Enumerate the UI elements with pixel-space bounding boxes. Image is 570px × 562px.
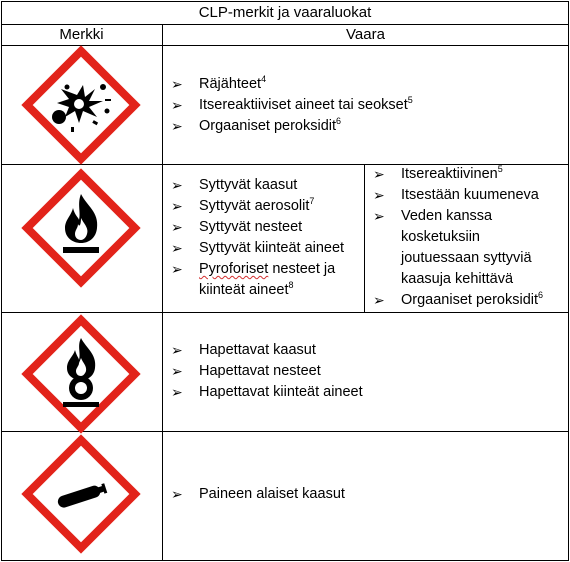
footnote-ref: 8 (288, 280, 294, 291)
list-item (171, 382, 561, 403)
column-divider-inner (364, 164, 365, 312)
list-item (171, 217, 361, 238)
hazard-text: Paineen alaiset kaasut (199, 486, 345, 502)
header-hazard: Vaara (346, 26, 385, 43)
hazard-text: Räjähteet (199, 76, 262, 92)
table-border-right (568, 1, 569, 561)
hazard-list-oxidising (171, 340, 561, 403)
list-item (171, 361, 561, 382)
list-item (171, 238, 361, 259)
table-border-left (1, 1, 2, 561)
hazard-text: Hapettavat kiinteät aineet (199, 384, 363, 400)
hazard-list-explosive (171, 74, 561, 137)
hazard-list-flammable-right (373, 164, 568, 311)
hazard-text: Itsereaktiiviset aineet tai seokset (199, 97, 408, 113)
hazard-text: kaasuja kehittävä (401, 271, 514, 287)
hazard-text: Hapettavat kaasut (199, 342, 316, 358)
bullet-arrow-icon: ➢ (171, 177, 183, 193)
hazard-text: nesteet ja (268, 261, 336, 277)
list-item (171, 116, 561, 137)
hazard-text: kiinteät aineet (199, 282, 289, 298)
hazard-text: Veden kanssa (401, 208, 493, 224)
bullet-arrow-icon: ➢ (373, 187, 385, 203)
bullet-arrow-icon: ➢ (171, 486, 183, 502)
hazard-text: Syttyvät aerosolit (199, 198, 310, 214)
footnote-ref: 7 (309, 196, 315, 207)
table-divider (1, 312, 569, 313)
footnote-ref: 6 (538, 290, 544, 301)
hazard-text: kosketuksiin (401, 229, 480, 245)
hazard-text-spellcheck: Pyroforiset (199, 261, 269, 277)
bullet-arrow-icon: ➢ (171, 363, 183, 379)
footnote-ref: 6 (336, 116, 342, 127)
hazard-text: Orgaaniset peroksidit (401, 292, 539, 308)
footnote-ref: 4 (261, 74, 267, 85)
footnote-ref: 5 (407, 95, 413, 106)
gas-cylinder-icon (21, 434, 141, 554)
bullet-arrow-icon: ➢ (171, 76, 183, 92)
hazard-text: Orgaaniset peroksidit (199, 118, 337, 134)
bullet-arrow-icon: ➢ (171, 219, 183, 235)
bullet-arrow-icon: ➢ (171, 198, 183, 214)
bullet-arrow-icon: ➢ (373, 292, 385, 308)
list-item (171, 175, 361, 196)
hazard-text: joutuessaan syttyviä (401, 250, 532, 266)
hazard-list-flammable (171, 175, 361, 301)
bullet-arrow-icon: ➢ (171, 97, 183, 113)
hazard-list-gas (171, 484, 561, 505)
bullet-arrow-icon: ➢ (373, 166, 385, 182)
list-item (171, 259, 361, 301)
list-item (373, 290, 568, 311)
hazard-text: Itsereaktiivinen (401, 166, 498, 182)
column-divider (162, 24, 163, 561)
hazard-text: Syttyvät kiinteät aineet (199, 240, 345, 256)
flame-icon (21, 168, 141, 288)
explosive-icon (21, 45, 141, 165)
list-item (373, 185, 568, 206)
bullet-arrow-icon: ➢ (373, 208, 385, 224)
hazard-text: Hapettavat nesteet (199, 363, 321, 379)
bullet-arrow-icon: ➢ (171, 261, 183, 277)
flame-over-circle-icon (21, 314, 141, 434)
list-item (171, 484, 561, 505)
bullet-arrow-icon: ➢ (171, 118, 183, 134)
list-item (171, 340, 561, 361)
list-item (373, 206, 568, 290)
hazard-text: Syttyvät nesteet (199, 219, 303, 235)
bullet-arrow-icon: ➢ (171, 240, 183, 256)
table-title: CLP-merkit ja vaaraluokat (198, 4, 372, 21)
hazard-text: Syttyvät kaasut (199, 177, 298, 193)
list-item (171, 95, 561, 116)
bullet-arrow-icon: ➢ (171, 342, 183, 358)
list-item (171, 196, 361, 217)
footnote-ref: 5 (497, 164, 503, 175)
bullet-arrow-icon: ➢ (171, 384, 183, 400)
list-item (373, 164, 568, 185)
list-item (171, 74, 561, 95)
header-sign: Merkki (59, 26, 104, 43)
table-border-bottom (1, 560, 569, 561)
hazard-text: Itsestään kuumeneva (401, 187, 539, 203)
